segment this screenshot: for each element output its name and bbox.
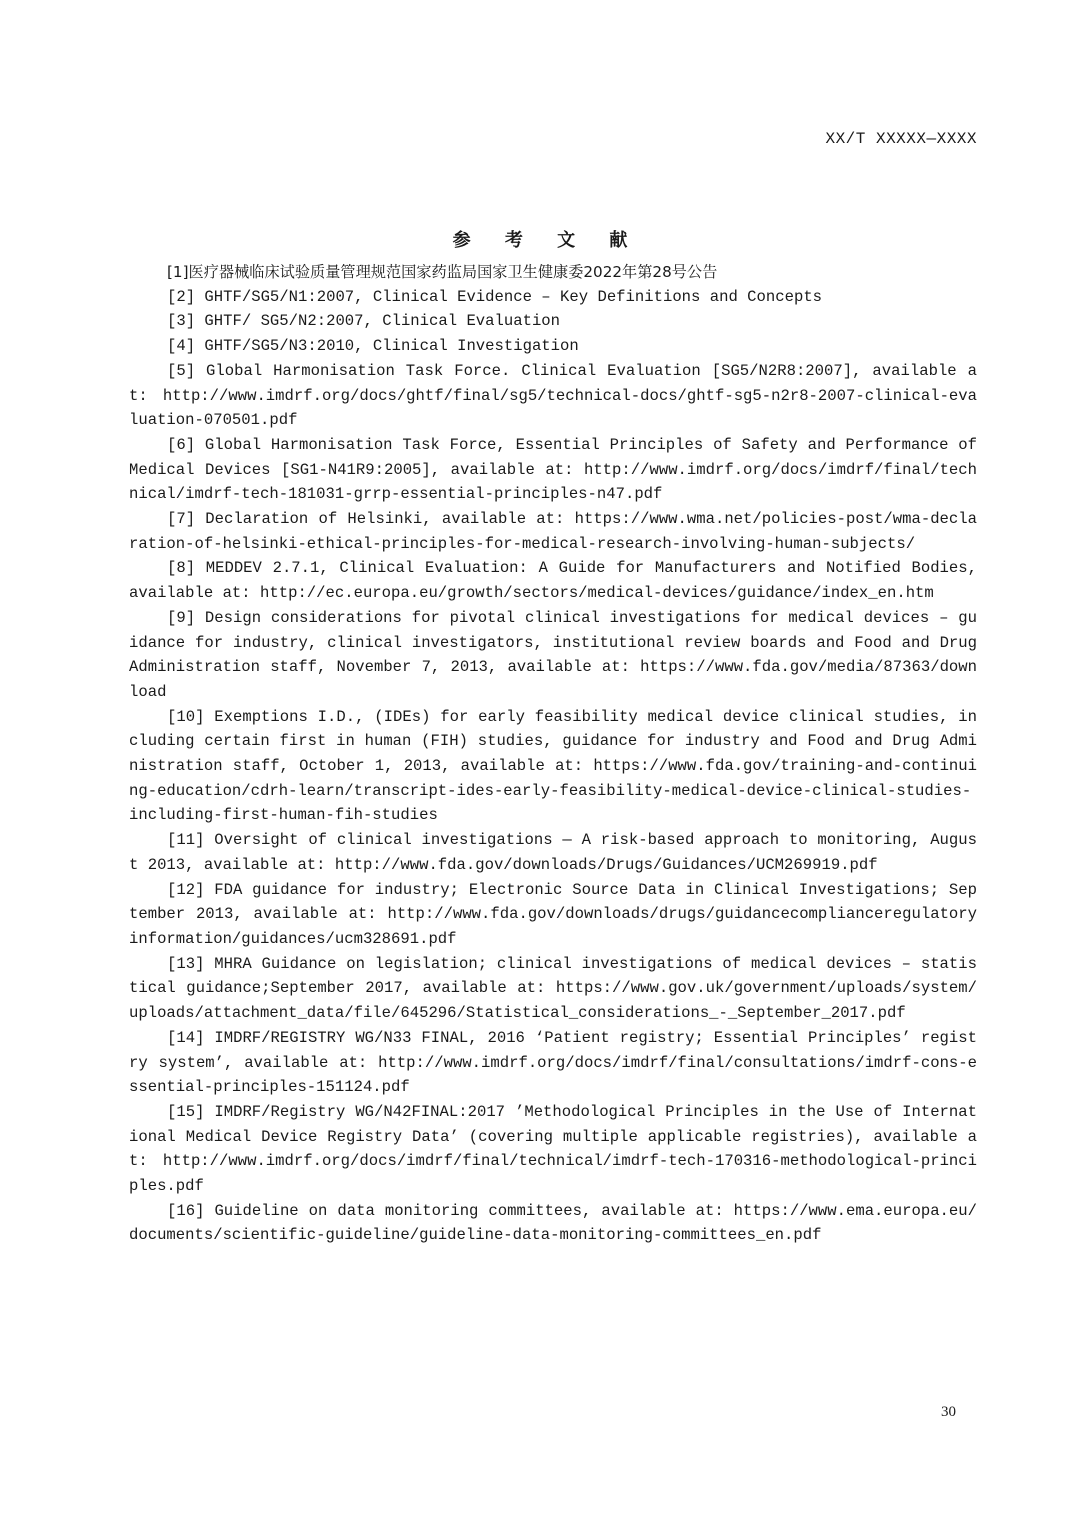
references-title: 参 考 文 献 [452,230,642,251]
reference-item: [16] Guideline on data monitoring committees, available at: https://www.ema.europa.eu/documents/scientific-guideline/guideline-data-monitoring-committees_en.pdf [129,1201,977,1245]
reference-item: [9] Design considerations for pivotal clinical investigations for medical devices – guidance for industry, clinical investigators, institutional review boards and Food and Drug Administration staff, November 7, 2013, available at: https://www.fda.gov/media/87363/download [129,608,977,701]
reference-item: [1]医疗器械临床试验质量管理规范国家药监局国家卫生健康委2022年第28号公告 [167,263,718,281]
reference-item: [5] Global Harmonisation Task Force. Clinical Evaluation [SG5/N2R8:2007], available at: http://www.imdrf.org/docs/ghtf/final/sg5/technical-docs/ghtf-sg5-n2r8-2007-clinical-evaluation-070501.pdf [129,361,977,430]
page-number: 30 [941,1404,956,1420]
reference-item: [14] IMDRF/REGISTRY WG/N33 FINAL, 2016 ‘Patient registry; Essential Principles’ registry system’, available at: http://www.imdrf.org/docs/imdrf/final/consultations/imdrf-cons-essential-principles-151124.pdf [129,1028,977,1097]
reference-item: [12] FDA guidance for industry; Electronic Source Data in Clinical Investigations; September 2013, available at: http://www.fda.gov/downloads/drugs/guidancecomplianceregulatoryinformation/guidances/ucm328691.pdf [129,880,977,948]
reference-item: [6] Global Harmonisation Task Force, Essential Principles of Safety and Performance of Medical Devices [SG1-N41R9:2005], available at: http://www.imdrf.org/docs/imdrf/final/technical/imdrf-tech-181031-grrp-essential-principles-n47.pdf [129,435,977,504]
reference-item: [11] Oversight of clinical investigations — A risk-based approach to monitoring, August 2013, available at: http://www.fda.gov/downloads/Drugs/Guidances/UCM269919.pdf [129,831,977,874]
reference-item: [13] MHRA Guidance on legislation; clinical investigations of medical devices – statistical guidance;September 2017, available at: https://www.gov.uk/government/uploads/system/uploads/attachment_data/file/645296/Statistical_considerations_-_September_2017.pdf [129,954,977,1023]
reference-item: [8] MEDDEV 2.7.1, Clinical Evaluation: A Guide for Manufacturers and Notified Bodies, available at: http://ec.europa.eu/growth/sectors/medical-devices/guidance/index_en.htm [129,559,977,603]
reference-item: [10] Exemptions I.D., (IDEs) for early feasibility medical device clinical studies, including certain first in human (FIH) studies, guidance for industry and Food and Drug Administration staff, October 1, 2013, available at: https://www.fda.gov/training-and-continuing-education/cdrh-learn/transcript-ides-early-feasibility-medical-device-clinical-studies-including-first-human-fih-studies [129,707,977,825]
reference-list [129,260,977,1248]
reference-item: [15] IMDRF/Registry WG/N42FINAL:2017 ’Methodological Principles in the Use of International Medical Device Registry Data’ (covering multiple applicable registries), available at: http://www.imdrf.org/docs/imdrf/final/technical/imdrf-tech-170316-methodological-principles.pdf [129,1102,977,1196]
reference-item: [3] GHTF/ SG5/N2:2007, Clinical Evaluation [167,312,561,331]
reference-item: [2] GHTF/SG5/N1:2007, Clinical Evidence – Key Definitions and Concepts [167,287,823,306]
standard-code: XX/T XXXXX—XXXX [825,130,977,148]
reference-item: [7] Declaration of Helsinki, available at: https://www.wma.net/policies-post/wma-declaration-of-helsinki-ethical-principles-for-medical-research-involving-human-subjects/ [129,510,977,553]
reference-item: [4] GHTF/SG5/N3:2010, Clinical Investigation [167,337,579,356]
